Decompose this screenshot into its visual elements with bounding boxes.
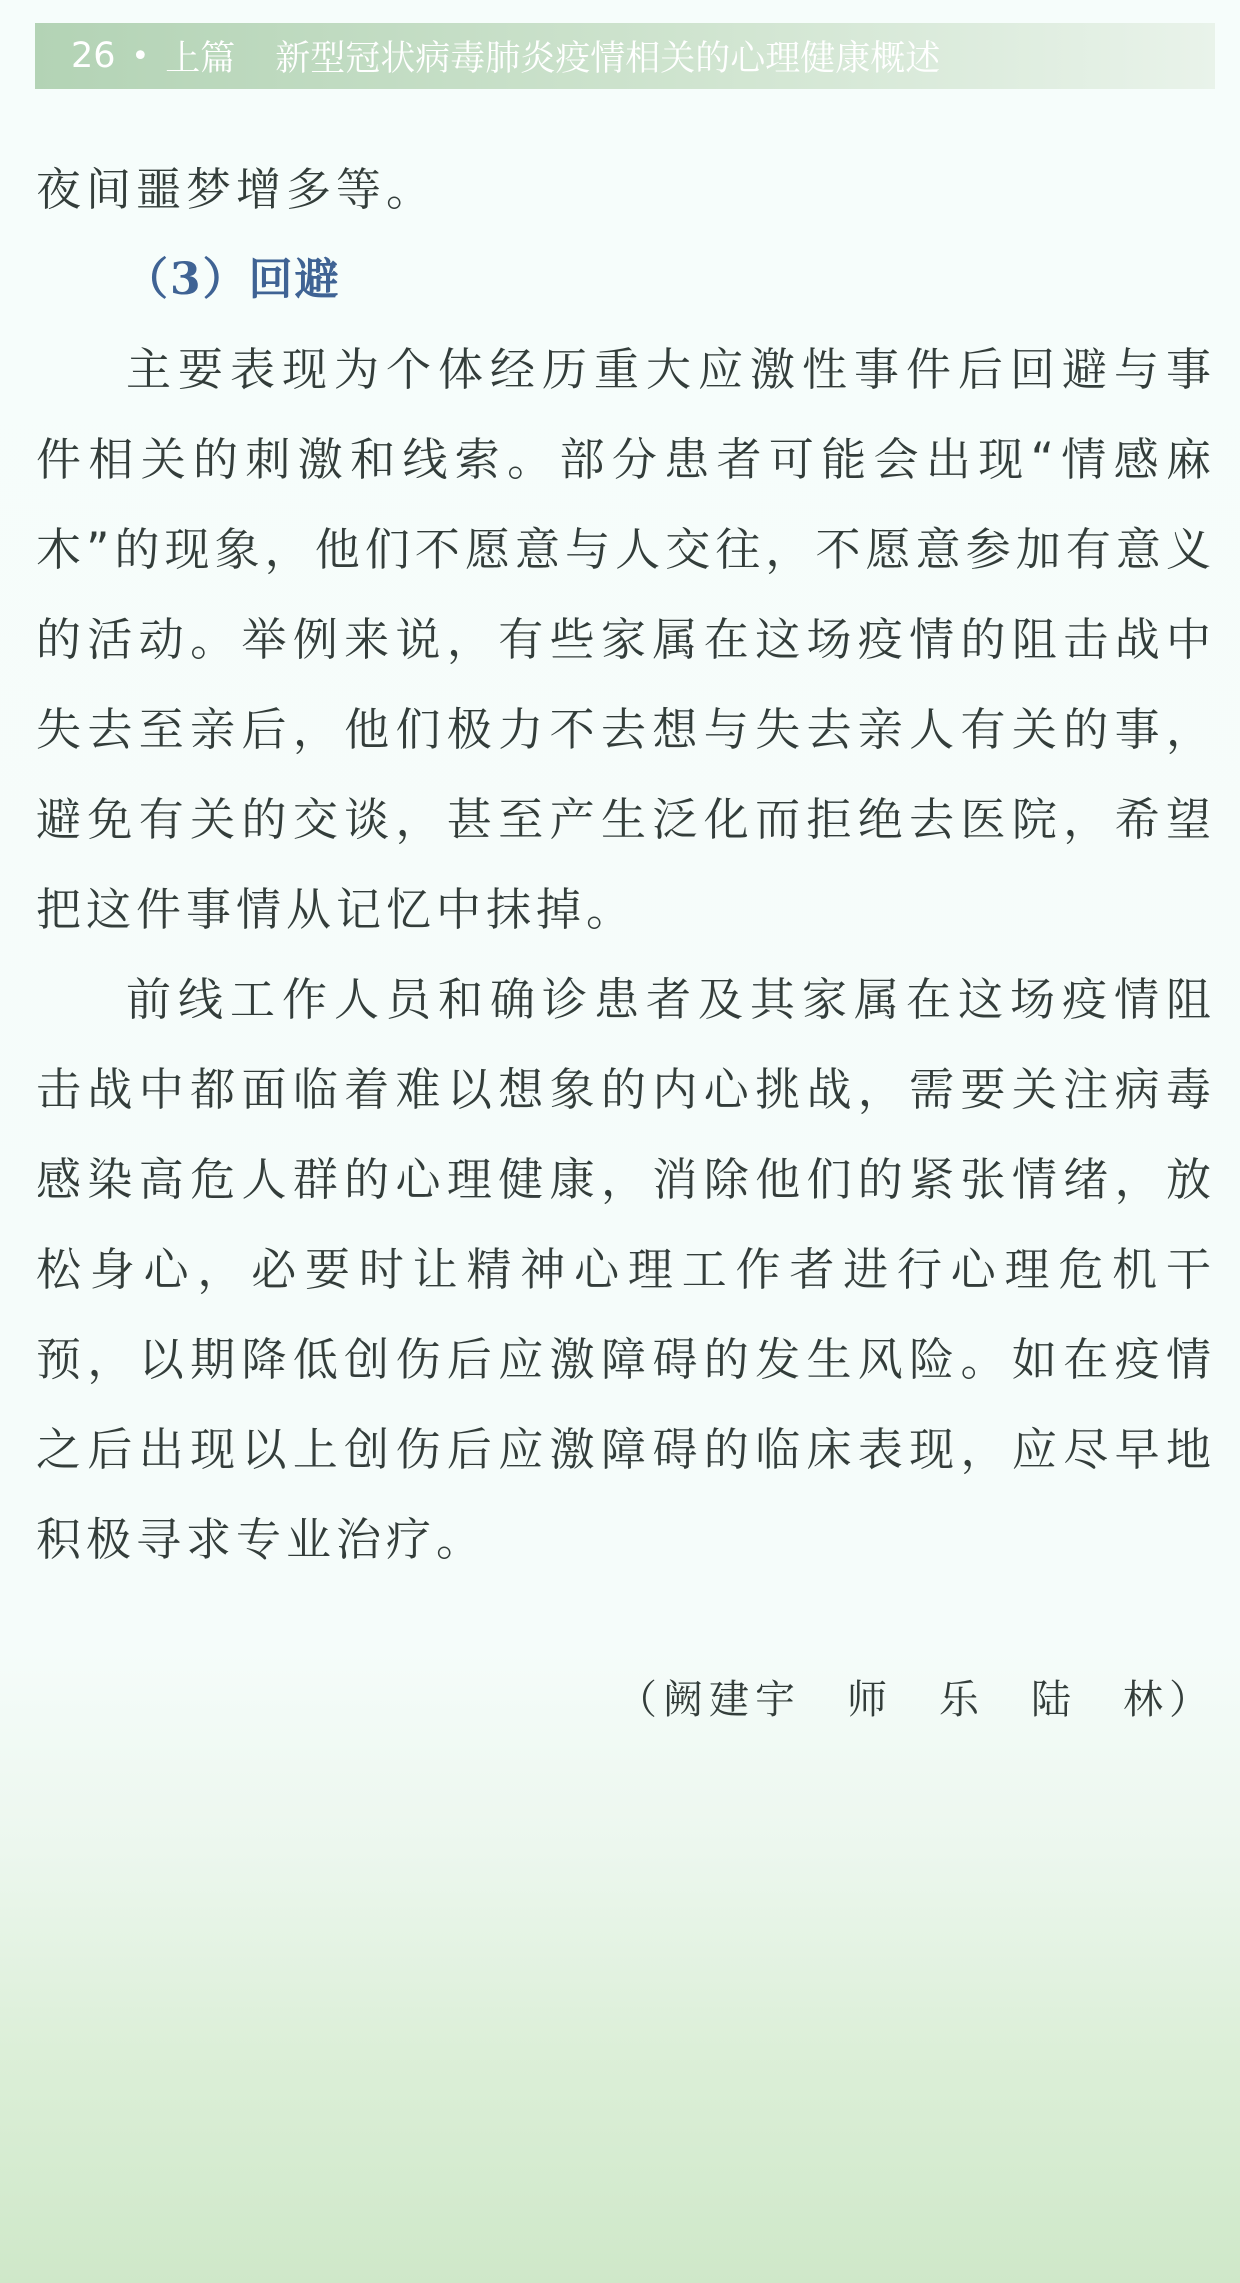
page-body	[36, 145, 1216, 1585]
running-header	[35, 23, 1215, 89]
header-bullet: •	[131, 38, 150, 74]
author-credits: （阙建宇 师 乐 陆 林）	[617, 1677, 1215, 1723]
paragraph-avoidance: 主要表现为个体经历重大应激性事件后回避与事件相关的刺激和线索。部分患者可能会出现“情感麻木”的现象，他们不愿意与人交往，不愿意参加有意义的活动。举例来说，有些家属在这场疫情的阻击战中失去至亲后，他们极力不去想与失去亲人有关的事，避免有关的交谈，甚至产生泛化而拒绝去医院，希望把这件事情从记忆中抹掉。	[36, 343, 1216, 936]
chapter-title: 新型冠状病毒肺炎疫情相关的心理健康概述	[275, 39, 941, 79]
continuation-paragraph: 夜间噩梦增多等。	[36, 163, 437, 216]
subheading-avoidance: （3）回避	[124, 254, 341, 305]
paragraph-frontline: 前线工作人员和确诊患者及其家属在这场疫情阻击战中都面临着难以想象的内心挑战，需要关注病毒感染高危人群的心理健康，消除他们的紧张情绪，放松身心，必要时让精神心理工作者进行心理危机干预，以期降低创伤后应激障碍的发生风险。如在疫情之后出现以上创伤后应激障碍的临床表现，应尽早地积极寻求专业治疗。	[36, 973, 1216, 1566]
page-number: 26	[71, 36, 116, 76]
section-label: 上篇	[165, 39, 236, 79]
